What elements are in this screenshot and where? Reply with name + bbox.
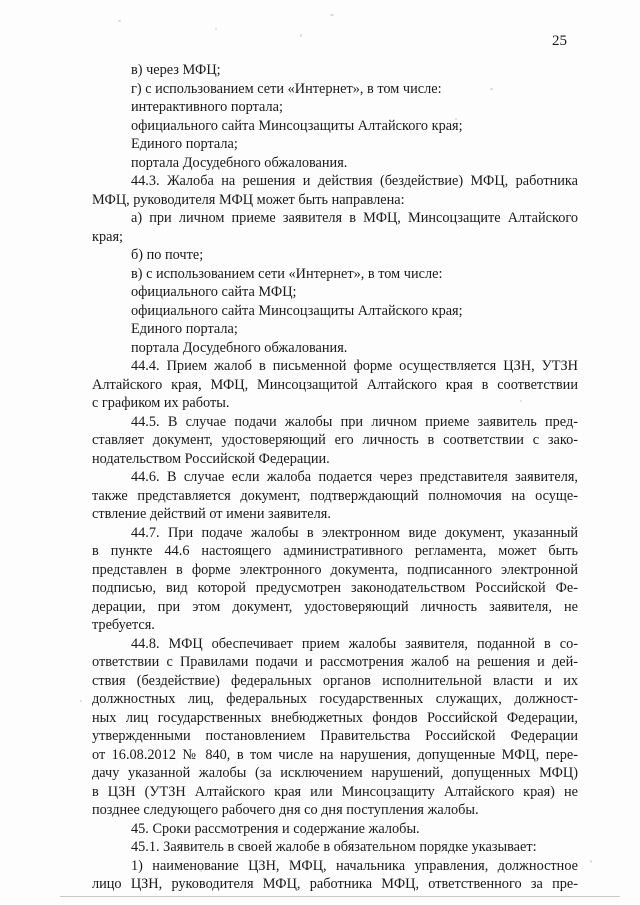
scan-speck (300, 34, 302, 37)
text-line: утвержденными постановлением Правительства Российской Федерации (92, 728, 578, 744)
text-line: от 16.08.2012 № 840, в том числе на нарушения, допущенные МФЦ, пере- (92, 747, 578, 763)
scan-speck (590, 860, 592, 863)
page-edge-line (60, 896, 620, 897)
text-line: представлен в форме электронного документа, подписанного электронной (92, 562, 578, 578)
text-line: подписью, вид которой предусмотрен законодательством Российской Фе- (92, 580, 578, 596)
text-line: дерации, при этом документ, удостоверяющий личность заявителя, не (92, 599, 578, 615)
text-line: 44.3. Жалоба на решения и действия (бездействие) МФЦ, работника (131, 173, 578, 189)
scan-speck (215, 28, 217, 30)
scan-speck (80, 700, 82, 702)
text-line: также представляется документ, подтверждающий полномочия на осуще- (92, 488, 578, 504)
text-line: в пункте 44.6 настоящего административного регламента, может быть (92, 543, 578, 559)
text-line: ных лиц государственных внебюджетных фондов Российской Федерации, (92, 710, 578, 726)
scan-speck (330, 14, 334, 16)
text-line: официального сайта Минсоцзащиты Алтайского края; (131, 118, 463, 134)
text-line: лицо ЦЗН, руководителя МФЦ, работника МФЦ, ответственного за пре- (92, 876, 578, 892)
text-line: 44.4. Прием жалоб в письменной форме осуществляется ЦЗН, УТЗН (131, 358, 578, 374)
text-line: интерактивного портала; (131, 99, 283, 115)
text-line: должностных лиц, федеральных государственных служащих, должност- (92, 691, 578, 707)
scan-speck (440, 850, 443, 852)
text-line: ответствии с Правилами подачи и рассмотрения жалоб на решения и дей- (92, 654, 578, 670)
text-line: края; (92, 229, 123, 245)
text-line: требуется. (92, 617, 155, 633)
text-line: дачу указанной жалобы (за исключением нарушений, допущенных МФЦ) (92, 765, 578, 781)
text-line: официального сайта МФЦ; (131, 284, 297, 300)
scan-speck (520, 400, 522, 402)
text-line: позднее следующего рабочего дня со дня поступления жалобы. (92, 802, 479, 818)
text-line: г) с использованием сети «Интернет», в том числе: (131, 81, 442, 97)
text-line: в) с использованием сети «Интернет», в том числе: (131, 266, 443, 282)
text-line: б) по почте; (131, 247, 204, 263)
scan-speck (200, 870, 202, 872)
text-line: 45. Сроки рассмотрения и содержание жалобы. (131, 821, 420, 837)
text-line: 44.6. В случае если жалоба подается через представителя заявителя, (131, 469, 578, 485)
text-line: 1) наименование ЦЗН, МФЦ, начальника управления, должностное (131, 858, 578, 874)
text-line: в) через МФЦ; (131, 62, 221, 78)
text-line: портала Досудебного обжалования. (131, 155, 348, 171)
text-line: 45.1. Заявитель в своей жалобе в обязательном порядке указывает: (131, 839, 537, 855)
text-line: с графиком их работы. (92, 395, 230, 411)
text-line: в ЦЗН (УТЗН Алтайского края или Минсоцзащиту Алтайского края) не (92, 784, 578, 800)
scan-speck (118, 20, 121, 22)
text-line: ствия (бездействие) федеральных органов исполнительной власти и их (92, 673, 578, 689)
text-line: Единого портала; (131, 136, 238, 152)
text-line: портала Досудебного обжалования. (131, 340, 348, 356)
text-line: официального сайта Минсоцзащиты Алтайского края; (131, 303, 463, 319)
scan-speck (455, 118, 457, 120)
text-line: Единого портала; (131, 321, 238, 337)
text-line: 44.7. При подаче жалобы в электронном виде документ, указанный (131, 525, 578, 541)
text-line: ставляет документ, удостоверяющий его личность в соответствии с зако- (92, 432, 578, 448)
text-line: Алтайского края, МФЦ, Минсоцзащитой Алтайского края в соответствии (92, 377, 578, 393)
text-line: 44.5. В случае подачи жалобы при личном приеме заявитель пред- (131, 414, 578, 430)
page-number: 25 (552, 33, 567, 49)
scan-speck (560, 380, 562, 382)
text-line: МФЦ, руководителя МФЦ может быть направлена: (92, 192, 405, 208)
text-line: нодательством Российской Федерации. (92, 451, 330, 467)
text-line: 44.8. МФЦ обеспечивает прием жалобы заявителя, поданной в со- (131, 636, 578, 652)
text-line: ствление действий от имени заявителя. (92, 506, 331, 522)
scan-speck (490, 88, 493, 90)
text-line: а) при личном приеме заявителя в МФЦ, Минсоцзащите Алтайского (131, 210, 578, 226)
